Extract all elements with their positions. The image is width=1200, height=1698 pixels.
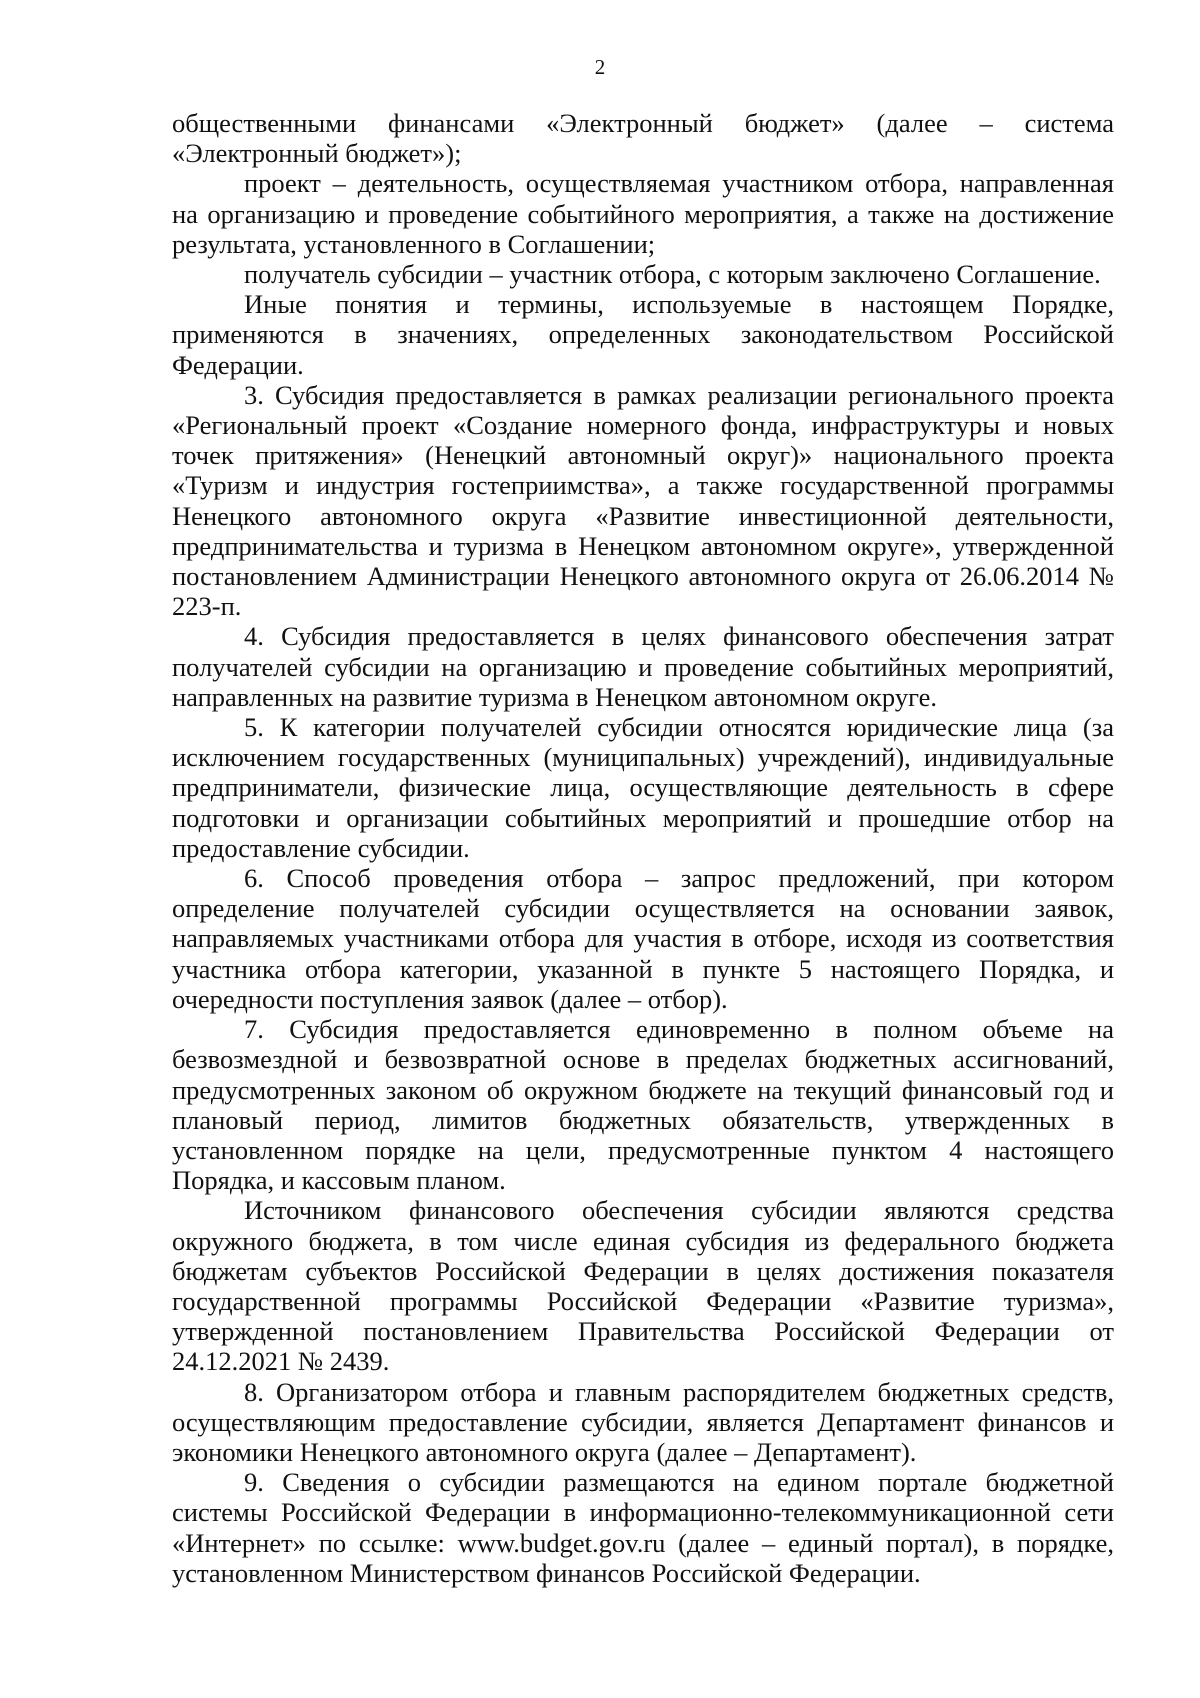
paragraph-recipient-definition: получатель субсидии – участник отбора, с которым заключено Соглашение. xyxy=(244,259,1101,290)
document-body xyxy=(172,108,1114,1588)
paragraph-item-8: 8. Организатором отбора и главным распорядителем бюджетных средств, осуществляющим предоставление субсидии, является Департамент финансов и экономики Ненецкого автономного округа (далее – Департамент). xyxy=(172,1376,1114,1467)
paragraph-other-terms: Иные понятия и термины, используемые в настоящем Порядке, применяются в значениях, определенных законодательством Российской Федерации. xyxy=(172,289,1114,380)
paragraph-item-3: 3. Субсидия предоставляется в рамках реализации регионального проекта «Региональный проект «Создание номерного фонда, инфраструктуры и новых точек притяжения» (Ненецкий автономный округ)» национального проекта «Туризм и индустрия гостеприимства», а также государственной программы Ненецкого автономного округа «Развитие инвестиционной деятельности, предпринимательства и туризма в Ненецком автономном округе», утвержденной постановлением Администрации Ненецкого автономного округа от 26.06.2014 № 223-п. xyxy=(172,379,1114,622)
paragraph-item-7: 7. Субсидия предоставляется единовременно в полном объеме на безвозмездной и безвозвратной основе в пределах бюджетных ассигнований, предусмотренных законом об окружном бюджете на текущий финансовый год и плановый период, лимитов бюджетных обязательств, утвержденных в установленном порядке на цели, предусмотренные пунктом 4 настоящего Порядка, и кассовым планом. xyxy=(172,1014,1114,1196)
paragraph-funding-source: Источником финансового обеспечения субсидии являются средства окружного бюджета, в том числе единая субсидия из федерального бюджета бюджетам субъектов Российской Федерации в целях достижения показателя государственной программы Российской Федерации «Развитие туризма», утвержденной постановлением Правительства Российской Федерации от 24.12.2021 № 2439. xyxy=(172,1195,1114,1377)
paragraph-item-6: 6. Способ проведения отбора – запрос предложений, при котором определение получателей субсидии осуществляется на основании заявок, направляемых участниками отбора для участия в отборе, исходя из соответствия участника отбора категории, указанной в пункте 5 настоящего Порядка, и очередности поступления заявок (далее – отбор). xyxy=(172,863,1114,1014)
paragraph-item-5: 5. К категории получателей субсидии относятся юридические лица (за исключением государственных (муниципальных) учреждений), индивидуальные предприниматели, физические лица, осуществляющие деятельность в сфере подготовки и организации событийных мероприятий и прошедшие отбор на предоставление субсидии. xyxy=(172,712,1114,863)
paragraph-project-definition: проект – деятельность, осуществляемая участником отбора, направленная на организацию и проведение событийного мероприятия, а также на достижение результата, установленного в Соглашении; xyxy=(172,168,1114,259)
page-number: 2 xyxy=(594,55,606,79)
paragraph-item-4: 4. Субсидия предоставляется в целях финансового обеспечения затрат получателей субсидии на организацию и проведение событийных мероприятий, направленных на развитие туризма в Ненецком автономном округе. xyxy=(172,621,1114,712)
paragraph-continuation: общественными финансами «Электронный бюджет» (далее – система «Электронный бюджет»); xyxy=(172,108,1114,169)
paragraph-item-9: 9. Сведения о субсидии размещаются на едином портале бюджетной системы Российской Федерации в информационно-телекоммуникационной сети «Интернет» по ссылке: www.budget.gov.ru (далее – единый портал), в порядке, установленном Министерством финансов Российской Федерации. xyxy=(172,1467,1114,1588)
